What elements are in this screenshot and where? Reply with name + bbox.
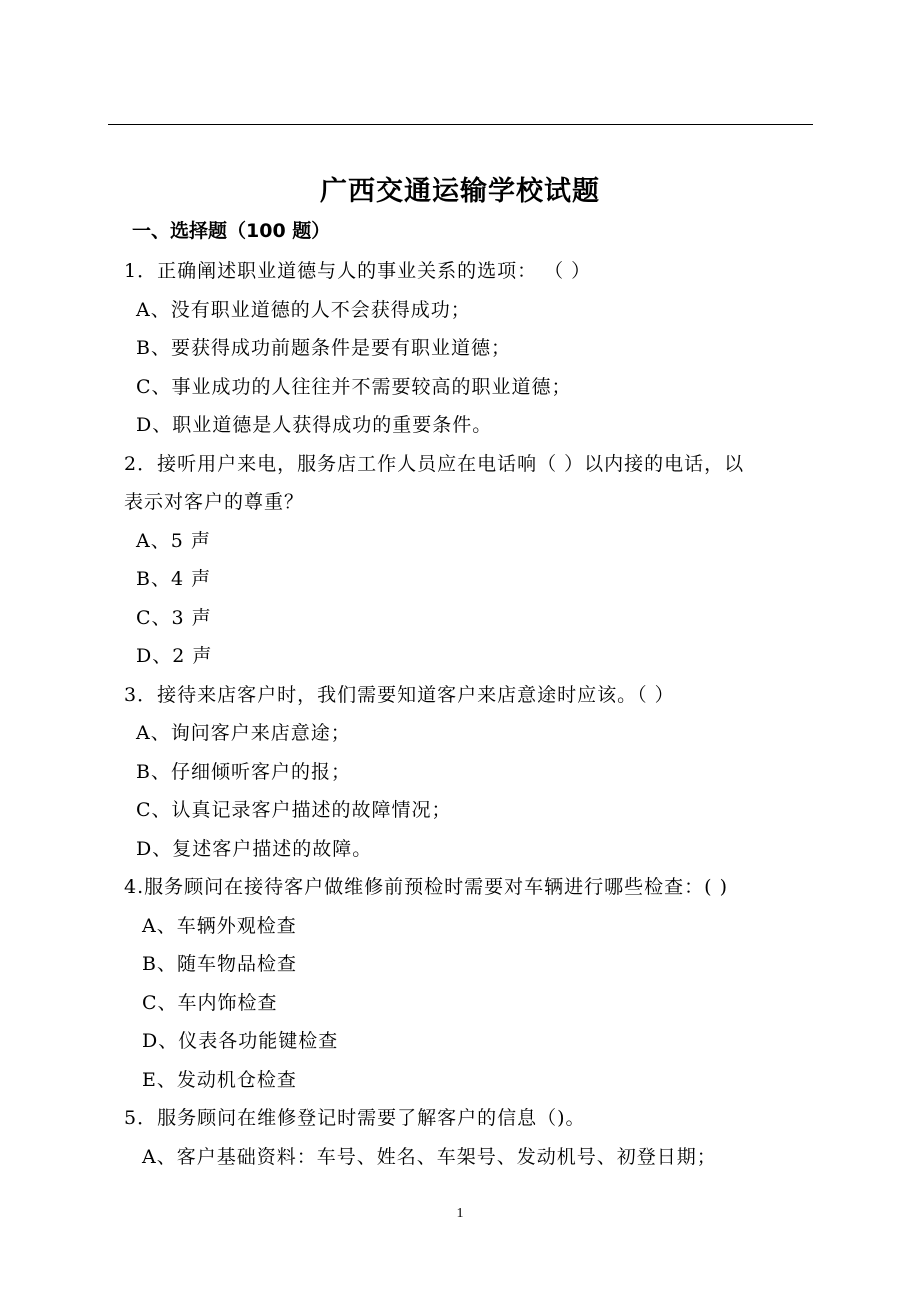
section-heading: 一、选择题（100 题） xyxy=(132,220,331,242)
page-number: 1 xyxy=(456,1206,464,1221)
question-2-stem-line-2: 表示对客户的尊重？ xyxy=(124,491,305,513)
header-rule xyxy=(108,124,813,125)
question-1-stem: 1．正确阐述职业道德与人的事业关系的选项： （ ） xyxy=(124,260,592,282)
question-4-option-a: A、车辆外观检查 xyxy=(142,915,297,937)
question-5-option-a: A、客户基础资料：车号、姓名、车架号、发动机号、初登日期； xyxy=(142,1146,717,1168)
question-3-option-d: D、复述客户描述的故障。 xyxy=(136,838,373,860)
question-3-option-a: A、询问客户来店意途； xyxy=(136,722,351,744)
page-title: 广西交通运输学校试题 xyxy=(320,176,600,207)
question-4-option-b: B、随车物品检查 xyxy=(142,953,297,975)
question-5-stem: 5．服务顾问在维修登记时需要了解客户的信息（)。 xyxy=(124,1107,586,1129)
question-2-option-c: C、3 声 xyxy=(136,607,212,629)
question-4-stem: 4.服务顾问在接待客户做维修前预检时需要对车辆进行哪些检查：( ) xyxy=(124,876,728,898)
question-4-option-c: C、车内饰检查 xyxy=(142,992,278,1014)
question-1-option-b: B、要获得成功前题条件是要有职业道德； xyxy=(136,337,511,359)
question-2-option-a: A、5 声 xyxy=(136,530,211,552)
question-3-option-b: B、仔细倾听客户的报； xyxy=(136,761,351,783)
question-1-option-d: D、职业道德是人获得成功的重要条件。 xyxy=(136,414,493,436)
question-4-option-e: E、发动机仓检查 xyxy=(142,1069,297,1091)
question-1-option-c: C、事业成功的人往往并不需要较高的职业道德； xyxy=(136,376,572,398)
question-3-option-c: C、认真记录客户描述的故障情况； xyxy=(136,799,452,821)
question-1-option-a: A、没有职业道德的人不会获得成功； xyxy=(136,299,471,321)
question-3-stem: 3．接待来店客户时，我们需要知道客户来店意途时应该。（ ） xyxy=(124,684,675,706)
question-2-option-d: D、2 声 xyxy=(136,645,213,667)
question-4-option-d: D、仪表各功能键检查 xyxy=(142,1030,339,1052)
question-2-stem-line-1: 2．接听用户来电，服务店工作人员应在电话响（ ）以内接的电话，以 xyxy=(124,453,745,475)
question-2-option-b: B、4 声 xyxy=(136,568,212,590)
